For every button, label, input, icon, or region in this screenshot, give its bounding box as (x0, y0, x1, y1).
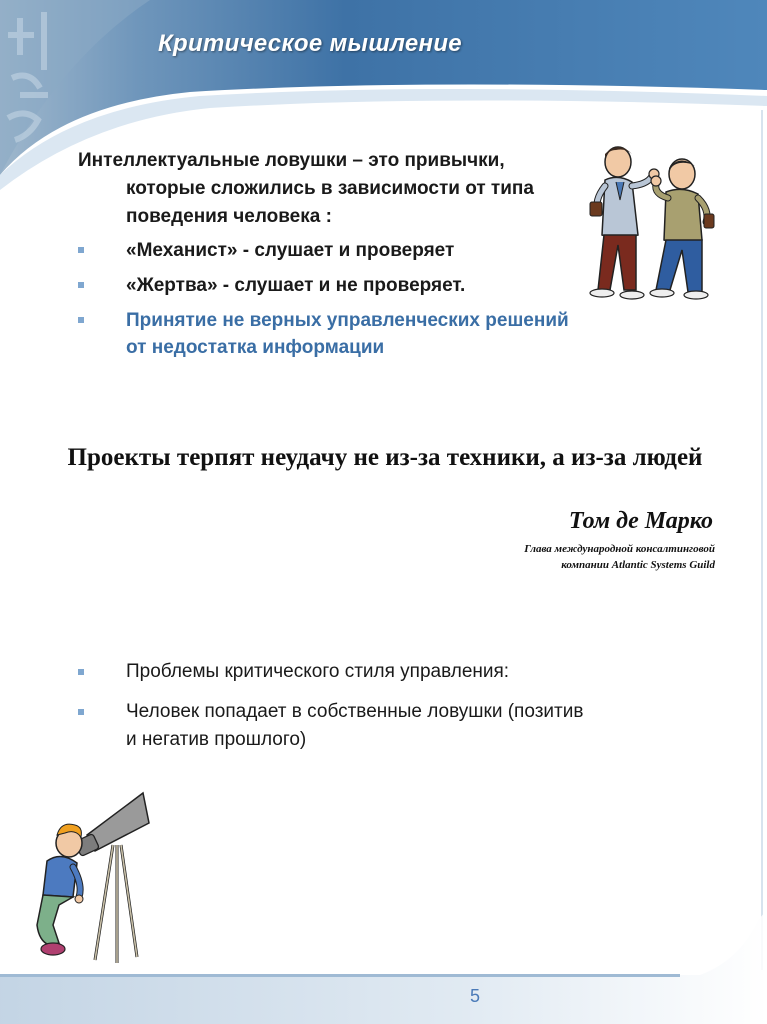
bullet-square-icon (78, 317, 84, 323)
slide-title: Критическое мышление (158, 30, 462, 57)
fighting-men-illustration (580, 140, 725, 310)
bullet-square-icon (78, 709, 84, 715)
list-item-text: «Жертва» - слушает и не проверяет. (126, 275, 466, 296)
list-item (78, 658, 598, 686)
content-block-traps (78, 147, 578, 369)
bullet-square-icon (78, 282, 84, 288)
list-item-text: Проблемы критического стиля управления: (126, 661, 510, 682)
quote-text: Проекты терпят неудачу не из-за техники, а из-за людей (67, 444, 703, 471)
author-role-line: компании Atlantic Systems Guild (561, 559, 715, 571)
quote-author-role (524, 541, 715, 573)
list-item (78, 307, 578, 361)
page-number: 5 (470, 986, 481, 1006)
list-item-text: Человек попадает в собственные ловушки (позитив и негатив прошлого) (126, 701, 584, 750)
list-item-text: «Механист» - слушает и проверяет (126, 240, 455, 261)
quote-author: Том де Марко (568, 508, 713, 534)
bullet-square-icon (78, 247, 84, 253)
bullet-square-icon (78, 669, 84, 675)
list-item-text: Принятие не верных управленческих решений от недостатка информации (126, 310, 569, 358)
boy-with-telescope-illustration (25, 785, 160, 965)
intro-text: Интеллектуальные ловушки – это привычки, которые сложились в зависимости от типа поведения человека : (78, 150, 534, 227)
content-block-problems (78, 658, 598, 766)
author-role-line: Глава международной консалтинговой (524, 543, 715, 555)
list-item (78, 237, 578, 264)
list-item (78, 272, 578, 299)
list-item (78, 698, 598, 754)
